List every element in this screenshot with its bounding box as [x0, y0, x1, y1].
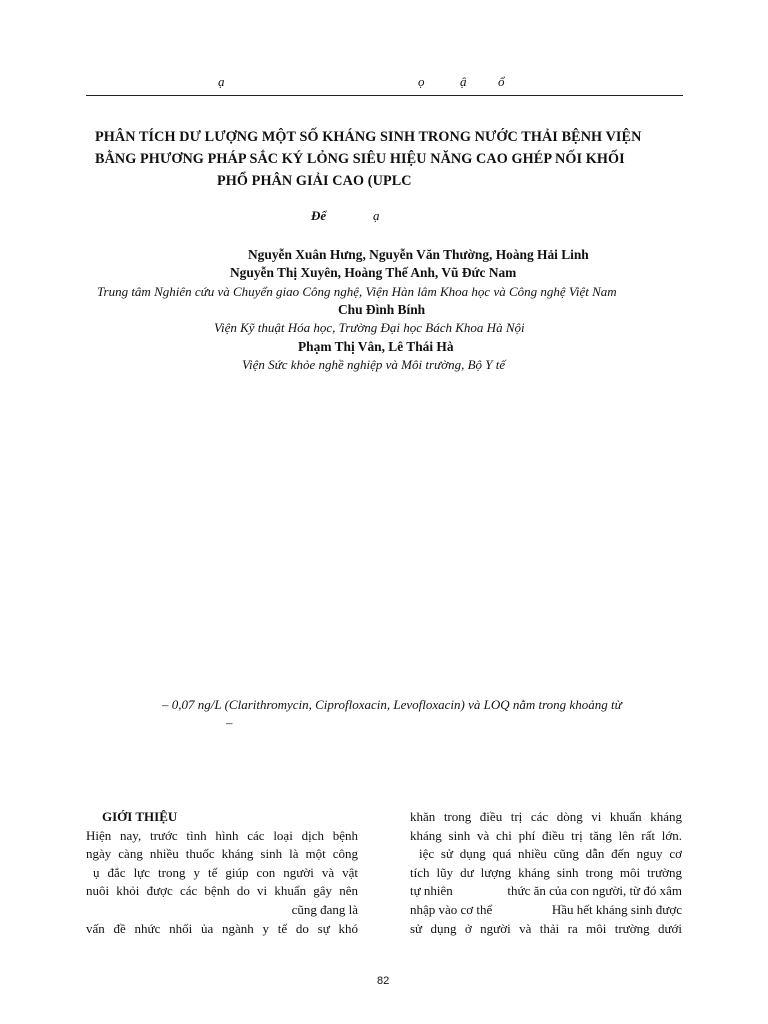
body-text-fragment: Hầu hết kháng sinh được	[551, 901, 682, 917]
body-text-line: sử dụng ở người và thải ra môi trường dưới	[410, 920, 682, 936]
section-heading: GIỚI THIỆU	[102, 809, 178, 824]
right-text-column	[410, 808, 682, 938]
body-text-line: tích lũy dư lượng kháng sinh trong môi trường	[410, 864, 682, 880]
author-list: Phạm Thị Vân, Lê Thái Hà	[298, 339, 454, 354]
paper-title-line-3: PHỔ PHÂN GIẢI CAO (UPLC	[217, 173, 412, 189]
body-text-line: ngày càng nhiều thuốc kháng sinh là một công	[86, 846, 358, 862]
author-list: Nguyễn Xuân Hưng, Nguyễn Văn Thường, Hoàng Hải Linh	[248, 247, 589, 262]
body-text-line: ụ đắc lực trong y tế giúp con người và vật	[93, 864, 358, 880]
running-header-fragment: ọ	[418, 74, 425, 89]
author-affiliation: Trung tâm Nghiên cứu và Chuyển giao Công nghệ, Viện Hàn lâm Khoa học và Công nghệ Việt Nam	[97, 284, 617, 299]
left-text-column	[86, 808, 358, 938]
header-rule	[86, 95, 683, 96]
body-text-line: cũng đang là	[291, 901, 358, 917]
body-text-line: Hiện nay, trước tình hình các loại dịch bệnh	[86, 827, 358, 843]
body-text-line: kháng sinh và chi phí điều trị tăng lên rất lớn.	[410, 827, 682, 843]
body-text-line	[410, 901, 682, 920]
abstract-line: –	[226, 715, 233, 730]
author-list: Chu Đình Bính	[338, 302, 426, 317]
abstract-line: – 0,07 ng/L (Clarithromycin, Ciprofloxacin, Levofloxacin) và LOQ nằm trong khoảng từ	[162, 697, 622, 712]
body-text-line	[410, 882, 682, 901]
page-number: 82	[377, 975, 390, 987]
author-affiliation: Viện Kỹ thuật Hóa học, Trường Đại học Bách Khoa Hà Nội	[214, 320, 525, 335]
running-header-fragment: ậ	[460, 74, 467, 89]
author-list: Nguyễn Thị Xuyên, Hoàng Thế Anh, Vũ Đức Nam	[230, 265, 517, 280]
body-text-line: vấn đề nhức nhối ủa ngành y tế do sự khó	[86, 920, 358, 936]
body-text-line: khăn trong điều trị các dòng vi khuẩn kháng	[410, 809, 682, 824]
body-text-line: iệc sử dụng quá nhiều cũng dẫn đến nguy cơ	[419, 846, 682, 862]
body-text-fragment: tự nhiên	[410, 883, 453, 899]
body-text-fragment: thức ăn của con người, từ đó xâm	[507, 883, 682, 899]
author-affiliation: Viện Sức khỏe nghề nghiệp và Môi trường, Bộ Y tế	[242, 357, 506, 372]
paper-title-line-1: PHÂN TÍCH DƯ LƯỢNG MỘT SỐ KHÁNG SINH TRONG NƯỚC THẢI BỆNH VIỆN	[95, 129, 642, 145]
running-header-fragment: ổ	[498, 74, 505, 89]
running-header-fragment: ạ	[218, 74, 225, 89]
subtitle-fragment: Để	[311, 208, 327, 223]
subtitle-fragment: ạ	[373, 208, 380, 223]
paper-title-line-2: BẰNG PHƯƠNG PHÁP SẮC KÝ LỎNG SIÊU HIỆU NĂNG CAO GHÉP NỐI KHỐI	[95, 151, 625, 167]
body-text-fragment: nhập vào cơ thể	[410, 901, 493, 917]
body-text-line: nuôi khỏi được các bệnh do vi khuẩn gây nên	[86, 883, 358, 899]
